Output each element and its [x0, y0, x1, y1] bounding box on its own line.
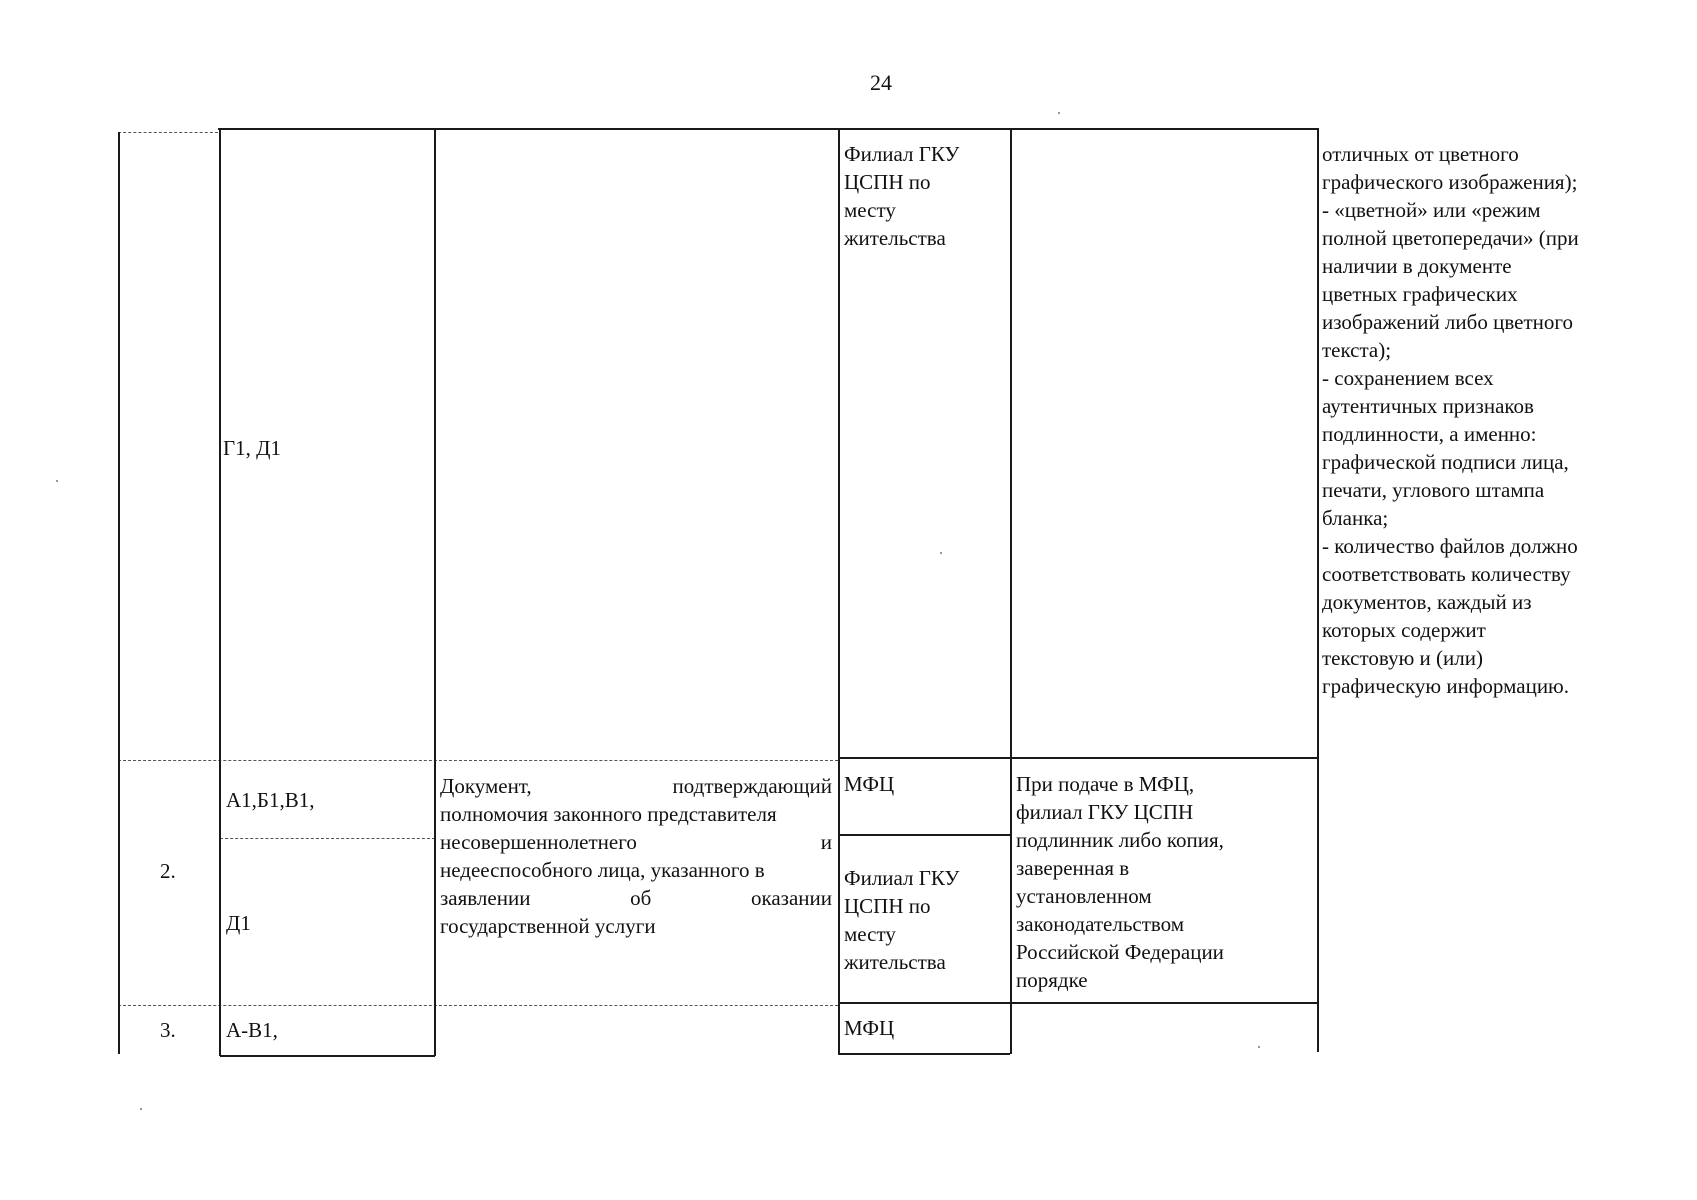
scan-speck — [1258, 1046, 1260, 1048]
row3-code-bottom — [220, 1055, 435, 1057]
row3-code: А-В1, — [226, 1018, 278, 1042]
row2-number: 2. — [160, 859, 176, 883]
row2-document — [440, 772, 832, 940]
document-line-2 — [440, 800, 832, 828]
document-line-1 — [440, 772, 832, 800]
row2-code-divider — [220, 838, 435, 839]
document-line-6-text: государственной услуги — [440, 914, 656, 938]
row3-number: 3. — [160, 1018, 176, 1042]
page-number: 24 — [870, 70, 892, 95]
document-line-4 — [440, 856, 832, 884]
document-line-6 — [440, 912, 832, 940]
col-divider-3 — [838, 128, 840, 1054]
document-line-1-word-1: Документ, — [440, 774, 532, 798]
row2-form: При подаче в МФЦ, филиал ГКУ ЦСПН подлинник либо копия, заверенная в установленном законодательством Российской Федерации порядке — [1016, 772, 1224, 992]
col-divider-4 — [1010, 128, 1012, 1054]
col-right-border — [1317, 128, 1319, 1052]
document-line-3 — [440, 828, 832, 856]
row1-top-border — [218, 128, 1318, 130]
row1-place: Филиал ГКУ ЦСПН по месту жительства — [844, 142, 960, 250]
row2-code-b: Д1 — [226, 911, 251, 935]
row2-code-a: А1,Б1,В1, — [226, 788, 315, 812]
row2-top-border-right — [838, 757, 1318, 759]
row1-top-border-col1 — [118, 132, 218, 133]
scan-speck — [1058, 112, 1060, 114]
document-line-3-word-1: несовершеннолетнего — [440, 830, 637, 854]
document-line-3-word-2: и — [820, 830, 832, 854]
document-line-5 — [440, 884, 832, 912]
document-line-5-word-2: об — [630, 886, 652, 910]
document-line-2-text: полномочия законного представителя — [440, 802, 777, 826]
scan-speck — [940, 552, 942, 554]
scan-speck — [140, 1108, 142, 1110]
row3-place-bottom — [838, 1053, 1010, 1055]
row2-place-b: Филиал ГКУ ЦСПН по месту жительства — [844, 866, 960, 974]
row3-place: МФЦ — [844, 1016, 895, 1040]
document-line-1-word-2: подтверждающий — [672, 774, 832, 798]
scan-speck — [56, 480, 58, 482]
row1-code: Г1, Д1 — [223, 436, 281, 460]
col-divider-2 — [434, 128, 436, 1056]
col-left-border — [118, 132, 120, 1054]
document-line-5-word-3: оказании — [750, 886, 832, 910]
row1-requirements: отличных от цветного графического изображения); - «цветной» или «режим полной цветопередачи» (при наличии в документе цветных графических изображений либо цветного текста); - сохранением всех аутентичных признаков подлинности, а именно: графической подписи лица, печати, углового штампа бланка; - количество файлов должно соответствовать количеству документов, каждый из которых содержит текстовую и (или) графическую информацию. — [1322, 142, 1579, 698]
row2-place-divider — [838, 834, 1010, 836]
row3-top-border-left — [118, 1005, 838, 1006]
document-line-5-word-1: заявлении — [440, 886, 531, 910]
row3-top-border-right — [838, 1002, 1318, 1004]
row2-place-a: МФЦ — [844, 772, 895, 796]
row2-top-border-left — [118, 760, 838, 761]
col-divider-1 — [219, 130, 221, 1056]
document-line-4-text: недееспособного лица, указанного в — [440, 858, 765, 882]
